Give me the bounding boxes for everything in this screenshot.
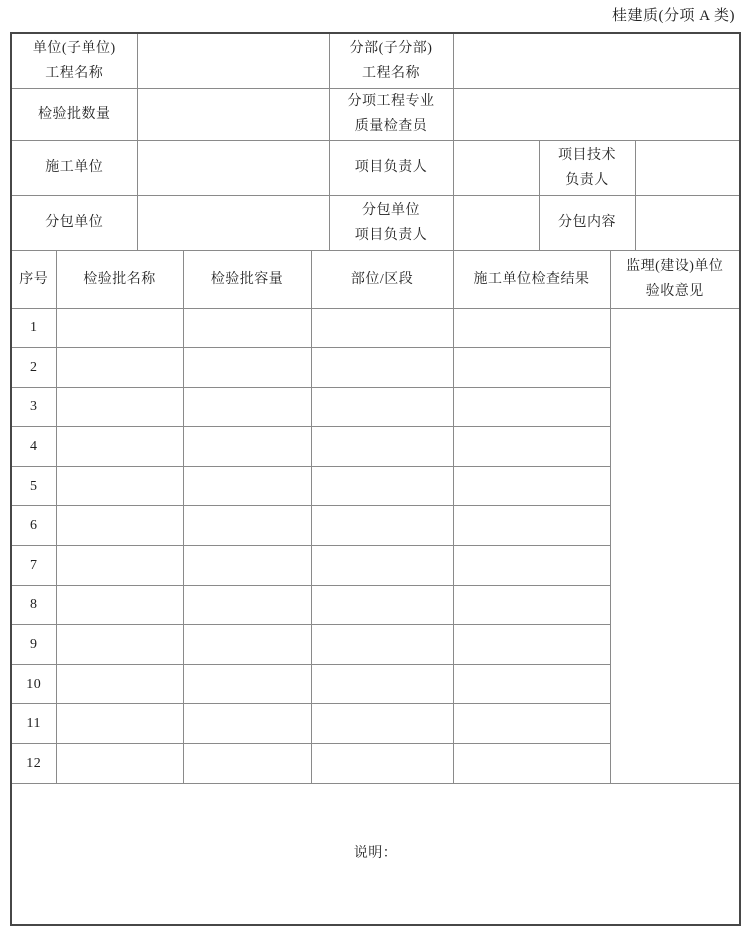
batch-name-cell — [56, 664, 183, 704]
batch-capacity-cell — [183, 466, 311, 506]
column-header-seq: 序号 — [11, 250, 56, 308]
seq-cell: 6 — [11, 506, 56, 546]
inspection-result-cell — [453, 387, 610, 427]
unit-project-name-value — [137, 33, 329, 88]
notes-label: 说明： — [353, 846, 398, 862]
batch-name-cell — [56, 546, 183, 586]
project-manager-label: 项目负责人 — [329, 140, 453, 195]
list-header-row — [11, 250, 740, 308]
inspection-result-cell — [453, 625, 610, 665]
label-line: 验收意见 — [645, 284, 704, 299]
section-cell — [311, 744, 453, 784]
section-cell — [311, 506, 453, 546]
column-header-supervision-opinion — [610, 250, 740, 308]
batch-capacity-cell — [183, 585, 311, 625]
unit-project-name-label — [11, 33, 137, 88]
column-header-section: 部位/区段 — [311, 250, 453, 308]
seq-cell: 10 — [11, 664, 56, 704]
subcontractor-value — [137, 195, 329, 250]
technical-manager-value — [635, 140, 740, 195]
batch-capacity-cell — [183, 664, 311, 704]
batch-name-cell — [56, 625, 183, 665]
info-row-batch-quantity — [11, 88, 740, 140]
batch-capacity-cell — [183, 625, 311, 665]
batch-name-cell — [56, 506, 183, 546]
batch-name-cell — [56, 466, 183, 506]
seq-cell: 11 — [11, 704, 56, 744]
seq-cell: 4 — [11, 427, 56, 467]
label-line: 工程名称 — [45, 65, 104, 81]
batch-capacity-cell — [183, 744, 311, 784]
batch-name-cell — [56, 704, 183, 744]
section-cell — [311, 546, 453, 586]
batch-capacity-cell — [183, 387, 311, 427]
subcontractor-manager-label — [329, 195, 453, 250]
subcontractor-label: 分包单位 — [11, 195, 137, 250]
seq-cell: 12 — [11, 744, 56, 784]
label-line: 分部(子分部) — [349, 40, 433, 56]
column-header-inspection-result: 施工单位检查结果 — [453, 250, 610, 308]
batch-quantity-label: 检验批数量 — [11, 88, 137, 140]
section-cell — [311, 664, 453, 704]
section-cell — [311, 585, 453, 625]
subcontract-content-value — [635, 195, 740, 250]
inspection-result-cell — [453, 664, 610, 704]
subcontract-content-label: 分包内容 — [539, 195, 635, 250]
notes-row — [11, 783, 740, 925]
inspection-result-cell — [453, 308, 610, 348]
seq-cell: 1 — [11, 308, 56, 348]
label-line: 项目技术 — [558, 147, 617, 163]
inspection-result-cell — [453, 348, 610, 388]
column-header-batch-capacity: 检验批容量 — [183, 250, 311, 308]
supervision-opinion-cell — [610, 308, 740, 783]
subdivision-project-name-label — [329, 33, 453, 88]
inspection-result-cell — [453, 744, 610, 784]
section-cell — [311, 387, 453, 427]
inspection-form-table — [10, 32, 741, 926]
technical-manager-label — [539, 140, 635, 195]
info-row-unit-project — [11, 33, 740, 88]
seq-cell: 5 — [11, 466, 56, 506]
batch-name-cell — [56, 387, 183, 427]
batch-quantity-value — [137, 88, 329, 140]
seq-cell: 3 — [11, 387, 56, 427]
batch-capacity-cell — [183, 546, 311, 586]
info-row-subcontractor — [11, 195, 740, 250]
info-row-construction-unit — [11, 140, 740, 195]
label-line: 单位(子单位) — [32, 40, 116, 56]
section-cell — [311, 427, 453, 467]
batch-name-cell — [56, 427, 183, 467]
section-cell — [311, 348, 453, 388]
form-code-label: 桂建质(分项 A 类) — [612, 8, 735, 24]
label-line: 质量检查员 — [354, 119, 428, 134]
label-line: 工程名称 — [362, 65, 421, 81]
seq-cell: 8 — [11, 585, 56, 625]
construction-unit-value — [137, 140, 329, 195]
label-line: 负责人 — [565, 172, 609, 188]
construction-unit-label: 施工单位 — [11, 140, 137, 195]
seq-cell: 9 — [11, 625, 56, 665]
label-line: 监理(建设)单位 — [626, 259, 724, 274]
batch-capacity-cell — [183, 427, 311, 467]
section-cell — [311, 704, 453, 744]
quality-inspector-value — [453, 88, 740, 140]
inspection-result-cell — [453, 466, 610, 506]
batch-capacity-cell — [183, 704, 311, 744]
inspection-result-cell — [453, 546, 610, 586]
batch-name-cell — [56, 348, 183, 388]
batch-capacity-cell — [183, 506, 311, 546]
section-cell — [311, 625, 453, 665]
label-line: 分项工程专业 — [347, 94, 435, 109]
quality-inspector-label — [329, 88, 453, 140]
seq-cell: 7 — [11, 546, 56, 586]
inspection-result-cell — [453, 427, 610, 467]
batch-name-cell — [56, 308, 183, 348]
notes-cell — [11, 783, 740, 925]
seq-cell: 2 — [11, 348, 56, 388]
column-header-batch-name: 检验批名称 — [56, 250, 183, 308]
inspection-result-cell — [453, 704, 610, 744]
batch-name-cell — [56, 744, 183, 784]
section-cell — [311, 308, 453, 348]
section-cell — [311, 466, 453, 506]
list-row — [11, 308, 740, 348]
subcontractor-manager-value — [453, 195, 539, 250]
project-manager-value — [453, 140, 539, 195]
batch-capacity-cell — [183, 308, 311, 348]
label-line: 项目负责人 — [354, 227, 428, 243]
subdivision-project-name-value — [453, 33, 740, 88]
inspection-result-cell — [453, 585, 610, 625]
batch-name-cell — [56, 585, 183, 625]
label-line: 分包单位 — [362, 202, 421, 218]
batch-capacity-cell — [183, 348, 311, 388]
inspection-result-cell — [453, 506, 610, 546]
